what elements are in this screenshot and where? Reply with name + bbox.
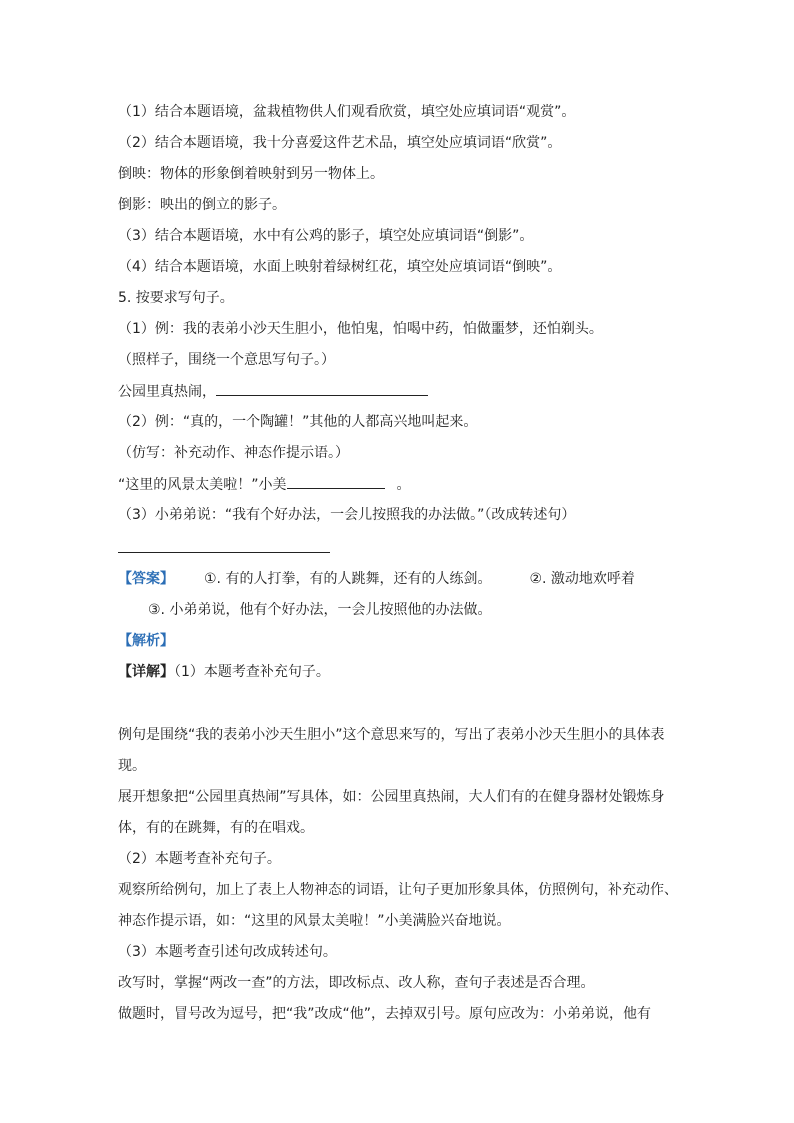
text-line: 体，有的在跳舞，有的在唱戏。 [118, 820, 314, 836]
detail-label: 【详解】 [118, 664, 174, 680]
fill-blank-prefix: 公园里真热闹， [118, 384, 216, 400]
text-line: 展开想象把“公园里真热闹”写具体，如：公园里真热闹，大人们有的在健身器材处锻炼身 [118, 789, 665, 805]
fill-blank-line [118, 381, 428, 402]
text-line: （4）结合本题语境，水面上映射着绿树红花，填空处应填词语“倒映”。 [118, 259, 562, 275]
answer-label: 【答案】 [118, 571, 174, 587]
analysis-label [118, 631, 174, 651]
text-line: （3）本题考查引述句改成转述句。 [118, 944, 337, 960]
answer-part-1: ①. 有的人打拳，有的人跳舞，还有的人练剑。 [204, 571, 492, 587]
text-line: 神态作提示语，如：“这里的风景太美啦！”小美满脸兴奋地说。 [118, 913, 511, 929]
answer-blank [287, 474, 385, 489]
text-line: （2）结合本题语境，我十分喜爱这件艺术品，填空处应填词语“欣赏”。 [118, 135, 562, 151]
text-line: 改写时，掌握“两改一查”的方法，即改标点、改人称，查句子表述是否合理。 [118, 975, 595, 991]
detail-first: （1）本题考查补充句子。 [174, 664, 330, 680]
text-line: （1）例：我的表弟小沙天生胆小，他怕鬼，怕喝中药，怕做噩梦，还怕剃头。 [118, 321, 603, 337]
answer-part-2: ②. 激动地欢呼着 [529, 571, 635, 587]
text-line: （2）例：“真的，一个陶罐！”其他的人都高兴地叫起来。 [118, 414, 478, 430]
fill-blank-prefix: “这里的风景太美啦！”小美 [118, 477, 287, 493]
fill-blank-suffix: 。 [396, 477, 411, 493]
answer-blank [118, 552, 330, 553]
detail-line [118, 662, 330, 682]
text-line: 做题时，冒号改为逗号，把“我”改成“他”，去掉双引号。原句应改为：小弟弟说，他有 [118, 1006, 652, 1022]
text-line: 倒映：物体的形象倒着映射到另一物体上。 [118, 166, 384, 182]
text-line: （照样子，围绕一个意思写句子。） [118, 352, 335, 368]
question-heading: 5. 按要求写句子。 [118, 290, 234, 306]
text-line: 例句是围绕“我的表弟小沙天生胆小”这个意思来写的，写出了表弟小沙天生胆小的具体表 [118, 727, 665, 743]
analysis-label-text: 【解析】 [118, 633, 174, 649]
text-line: （3）小弟弟说：“我有个好办法，一会儿按照我的办法做。”（改成转述句） [118, 507, 576, 523]
answer-line [118, 569, 635, 589]
text-line: 倒影：映出的倒立的影子。 [118, 197, 286, 213]
text-line: 观察所给例句，加上了表上人物神态的词语，让句子更加形象具体，仿照例句，补充动作、 [118, 882, 678, 898]
answer-blank [216, 381, 428, 396]
text-line: （2）本题考查补充句子。 [118, 851, 281, 867]
fill-blank-line [118, 474, 411, 495]
text-line: （1）结合本题语境，盆栽植物供人们观看欣赏，填空处应填词语“观赏”。 [118, 104, 576, 120]
answer-part-3: ③. 小弟弟说，他有个好办法，一会儿按照他的办法做。 [148, 602, 492, 618]
text-line: 现。 [118, 758, 146, 774]
text-line: （3）结合本题语境，水中有公鸡的影子，填空处应填词语“倒影”。 [118, 228, 534, 244]
text-line: （仿写：补充动作、神态作提示语。） [118, 445, 349, 461]
